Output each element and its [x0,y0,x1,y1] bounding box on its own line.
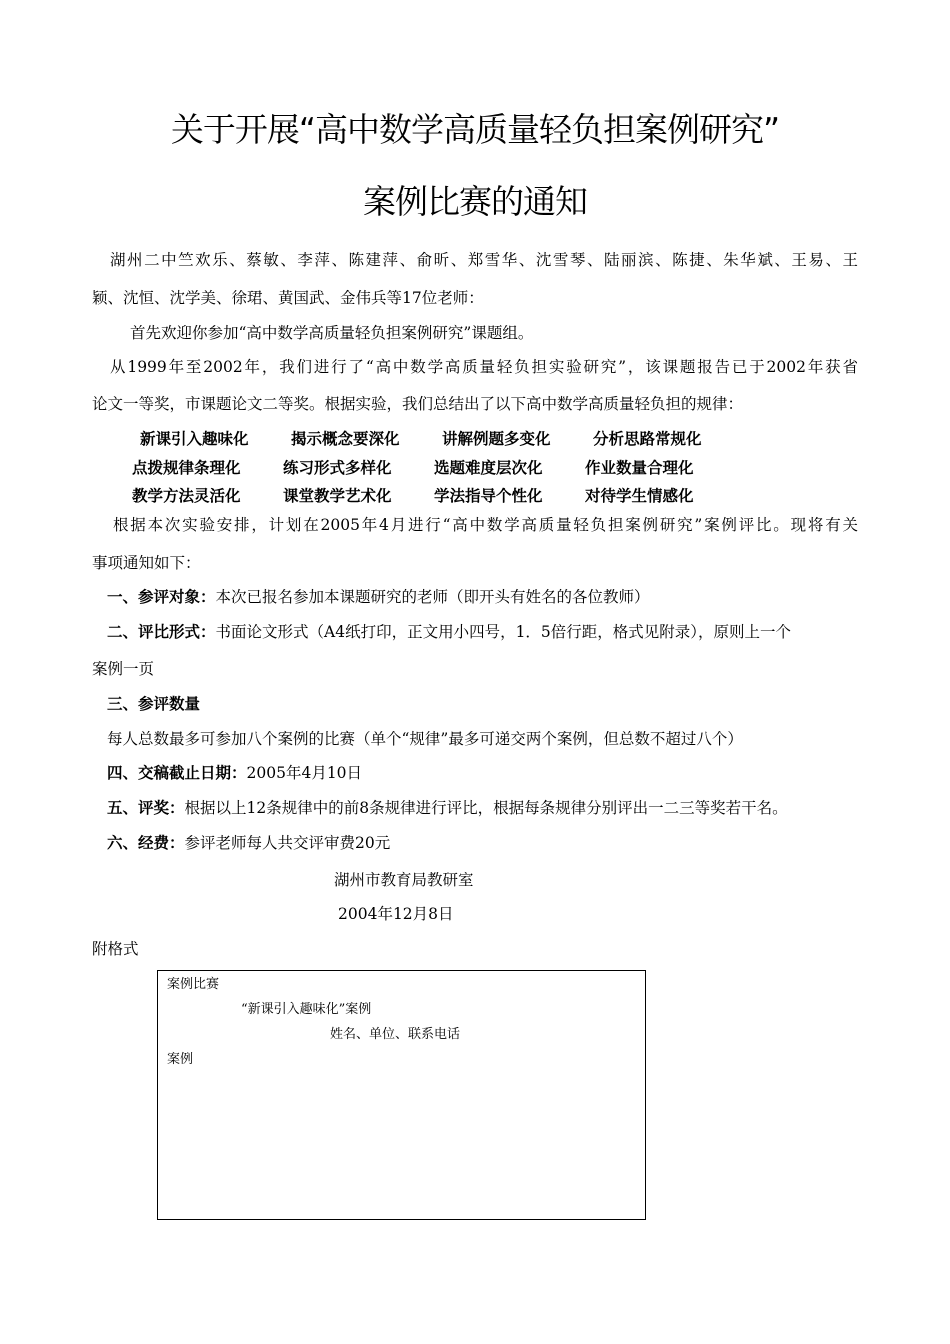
item-5-text: 根据以上12条规律中的前8条规律进行评比，根据每条规律分别评出一二三等奖若干名。 [184,799,788,817]
item-4-label: 四、交稿截止日期： [107,764,247,782]
appendix-label: 附格式 [92,940,139,958]
rule-item: 分析思路常规化 [593,430,702,448]
rule-item: 教学方法灵活化 [132,487,241,505]
item-3-text: 每人总数最多可参加八个案例的比赛（单个“规律”最多可递交两个案例，但总数不超过八个） [107,730,743,748]
title-line-2: 案例比赛的通知 [363,182,587,221]
item-1 [107,587,650,607]
form-line-2: “新课引入趣味化”案例 [241,1002,372,1017]
rule-item: 选题难度层次化 [434,459,543,477]
item-4 [107,763,362,783]
item-1-text: 本次已报名参加本课题研究的老师（即开头有姓名的各位教师） [215,588,650,606]
recipients-line-1: 湖州二中竺欢乐、蔡敏、李萍、陈建萍、俞昕、郑雪华、沈雪琴、陆丽滨、陈捷、朱华斌、王易、王 [110,251,858,269]
rule-item: 点拨规律条理化 [132,459,241,477]
recipients-line-2: 颖、沈恒、沈学美、徐珺、黄国武、金伟兵等17位老师： [92,289,484,307]
rule-item: 新课引入趣味化 [140,430,249,448]
item-2-text: 书面论文形式（A4纸打印，正文用小四号，1．5倍行距，格式见附录），原则上一个 [215,623,792,641]
rule-item: 学法指导个性化 [434,487,543,505]
item-6-text: 参评老师每人共交评审费20元 [184,834,391,852]
title-line-1: 关于开展“高中数学高质量轻负担案例研究” [170,110,780,149]
background-line-2: 论文一等奖，市课题论文二等奖。根据实验，我们总结出了以下高中数学高质量轻负担的规律： [92,395,744,413]
rule-item: 课堂教学艺术化 [283,487,392,505]
item-6-label: 六、经费： [107,834,185,852]
plan-line-2: 事项通知如下： [92,554,201,572]
rule-item: 练习形式多样化 [283,459,392,477]
plan-line-1: 根据本次实验安排，计划在2005年4月进行“高中数学高质量轻负担案例研究”案例评比。现将有关 [113,516,858,534]
item-4-text: 2005年4月10日 [246,764,363,782]
item-2 [107,622,791,642]
background-line-1: 从1999年至2002年，我们进行了“高中数学高质量轻负担实验研究”，该课题报告已于2002年获省 [110,358,858,376]
item-2-label: 二、评比形式： [107,623,216,641]
item-2-continued: 案例一页 [92,660,155,678]
format-template-box [157,970,646,1220]
rule-item: 对待学生情感化 [585,487,694,505]
item-1-label: 一、参评对象： [107,588,216,606]
rule-item: 作业数量合理化 [585,459,694,477]
item-5 [107,798,788,818]
rule-item: 揭示概念要深化 [291,430,400,448]
rule-item: 讲解例题多变化 [442,430,551,448]
item-6 [107,833,390,853]
item-3-label: 三、参评数量 [107,695,201,713]
form-line-3: 姓名、单位、联系电话 [330,1027,461,1042]
form-line-4: 案例 [167,1052,194,1067]
signature-date: 2004年12月8日 [338,905,454,923]
form-line-1: 案例比赛 [167,977,220,992]
item-5-label: 五、评奖： [107,799,185,817]
welcome-paragraph: 首先欢迎你参加“高中数学高质量轻负担案例研究”课题组。 [130,324,534,342]
signature-org: 湖州市教育局教研室 [334,871,474,889]
